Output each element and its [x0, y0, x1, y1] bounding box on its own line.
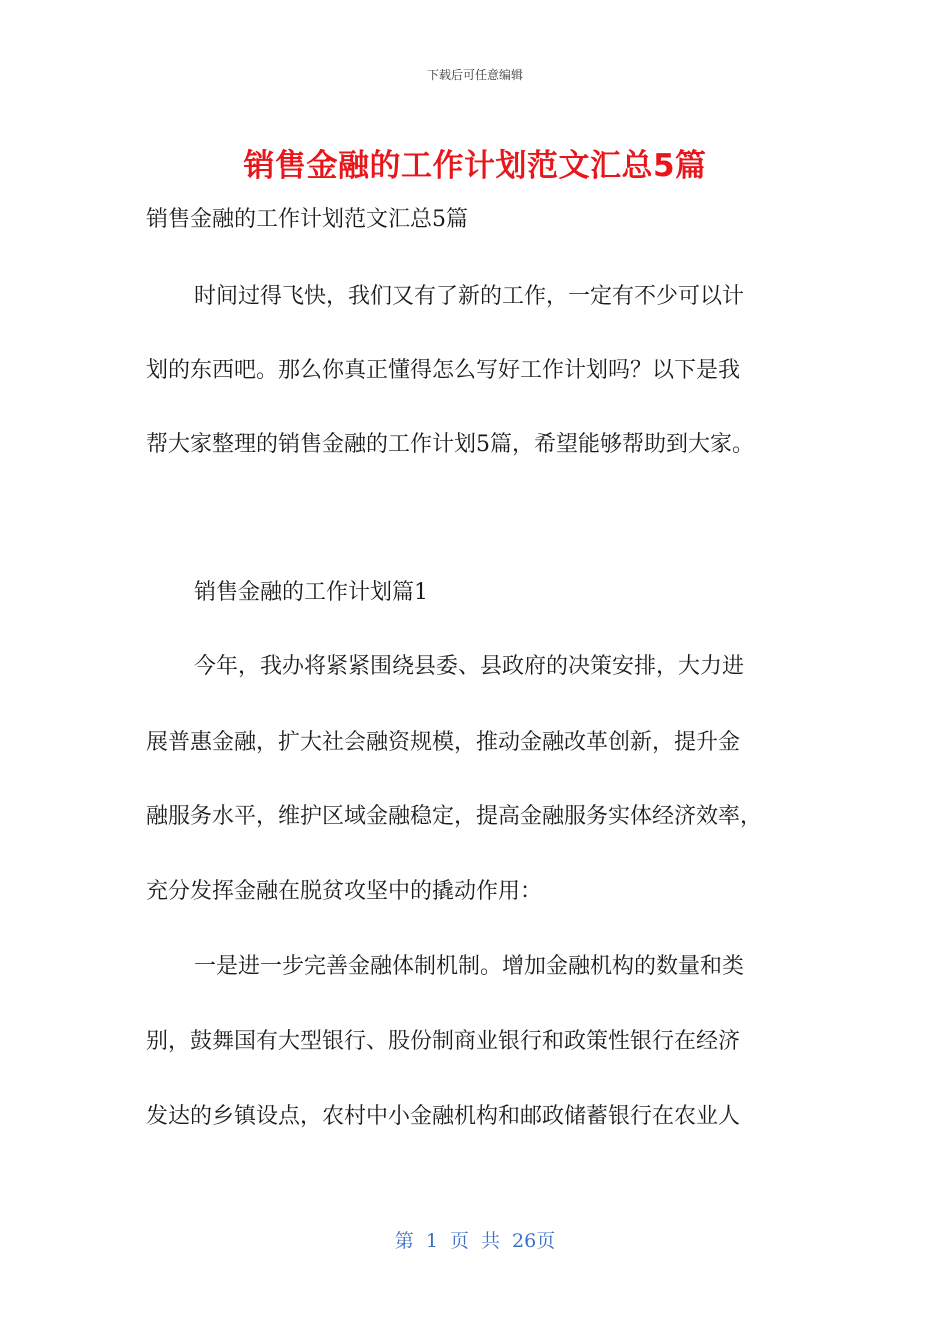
- paragraph-line: 一是进一步完善金融体制机制。增加金融机构的数量和类: [194, 954, 745, 979]
- subtitle-line: 销售金融的工作计划范文汇总5篇: [146, 207, 468, 232]
- document-title: 销售金融的工作计划范文汇总5篇: [243, 148, 707, 184]
- page-footer: 第 1 页 共 26页: [394, 1230, 556, 1252]
- paragraph-line: 发达的乡镇设点，农村中小金融机构和邮政储蓄银行在农业人: [146, 1104, 741, 1129]
- section-heading: 销售金融的工作计划篇1: [194, 580, 428, 605]
- paragraph-line: 今年，我办将紧紧围绕县委、县政府的决策安排，大力进: [194, 654, 745, 679]
- paragraph-line: 展普惠金融，扩大社会融资规模，推动金融改革创新，提升金: [146, 730, 741, 755]
- paragraph-line: 充分发挥金融在脱贫攻坚中的撬动作用：: [146, 879, 543, 904]
- paragraph-line: 划的东西吧。那么你真正懂得怎么写好工作计划吗？以下是我: [146, 358, 741, 383]
- header-note: 下载后可任意编辑: [426, 68, 523, 82]
- paragraph-line: 别，鼓舞国有大型银行、股份制商业银行和政策性银行在经济: [146, 1029, 741, 1054]
- paragraph-line: 帮大家整理的销售金融的工作计划5篇，希望能够帮助到大家。: [146, 432, 754, 457]
- paragraph-line: 时间过得飞快，我们又有了新的工作，一定有不少可以计: [194, 284, 745, 309]
- paragraph-line: 融服务水平，维护区域金融稳定，提高金融服务实体经济效率，: [146, 804, 763, 829]
